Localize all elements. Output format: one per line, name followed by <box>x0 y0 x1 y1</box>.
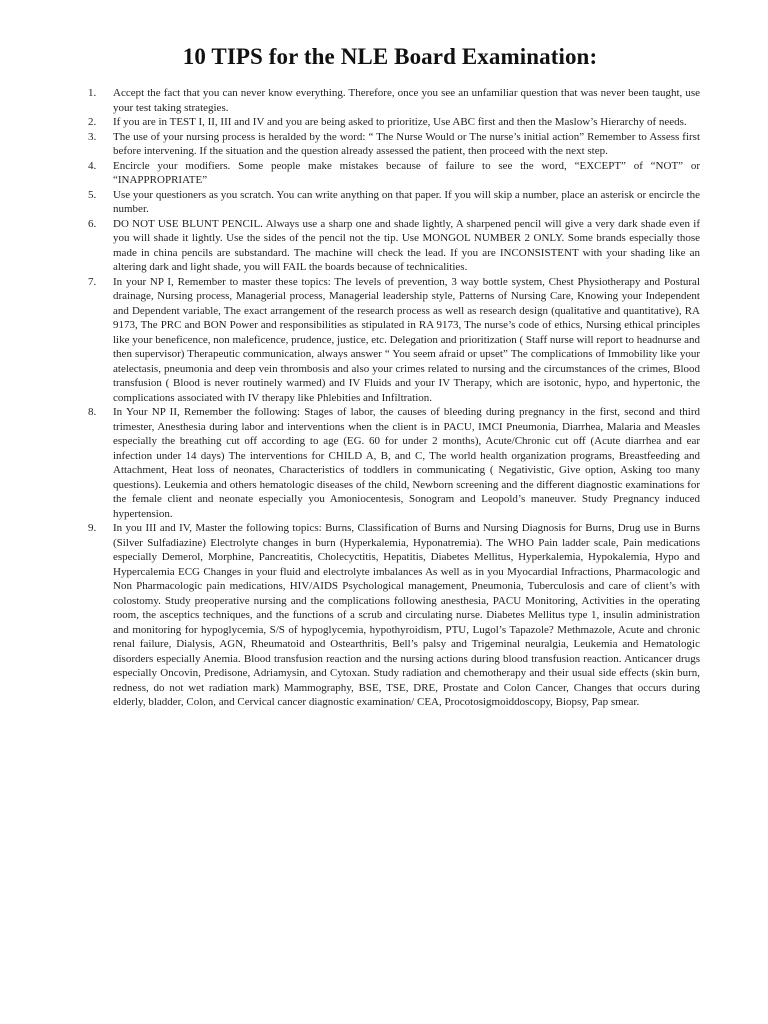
tip-number: 2. <box>88 116 97 128</box>
tip-item-8 <box>80 405 700 521</box>
tip-number: 3. <box>88 130 97 143</box>
tip-text: In you III and IV, Master the following topics: Burns, Classification of Burns and Nursing Diagnosis for Burns, Drug use in Burns (Silver Sulfadiazine) Electrolyte changes in burn (Hyperkalemia, Hyponatremia). The WHO Pain ladder scale, Pain medications especially Demerol, Morphine, Pancreatitis, Cholecyctitis, Hepatitis, Diabetes Mellitus, Hyperkalemia, Hypokalemia, Hypo and Hypercalemia ECG Changes in your fluid and electrolyte imbalances As well as in you Myocardial Infractions, Pharmacologic and Non Pharmacologic pain medications, HIV/AIDS Psychological management, Pneumonia, Tuberculosis and care of client’s with colostomy. Study preoperative nursing and the complications following anesthesia, PACU Monitoring, Activities in the operating room, the asceptics techniques, and the functions of a scrub and circulating nurse. Diabetes Mellitus type 1, insulin administration and monitoring for hypoglycemia, S/S of hypoglycemia, hypothyroidism, PTU, Lugol’s Tapazole? Methmazole, Acute and chronic renal failure, Dialysis, AGN, Rheumatoid and Ostearthritis, Bell’s palsy and Trigeminal neuralgia, Leukemia and Hematologic disorders especially Anemia. Blood transfusion reaction and the nursing actions during blood transfusion reaction. Anticancer drugs especially Oncovin, Predisone, Adriamysin, and Cytoxan. Study radiation and chemotherapy and their usual side effects (skin burn, redness, do not wet radiation mark) Mammography, BSE, TSE, DRE, Prostate and Colon Cancer, Changes that occurs during elderly, bladder, Colon, and Cervical cancer diagnostic examination/ CEA, Procotosigmoiddoscopy, Biopsy, Pap smear. <box>113 522 700 708</box>
tip-text: In Your NP II, Remember the following: Stages of labor, the causes of bleeding during pregnancy in the first, second and third trimester, Anesthesia during labor and interventions when the client is in PACU, IMCI Pneumonia, Diarrhea, Malaria and Measles especially the breathing cut off according to age (EG. 60 for under 2 months), Acute/Chronic cut off (Acute diarrhea and ear infection under 14 days) The interventions for CHILD A, B, and C, The world health organization programs, Breastfeeding and Attachment, Heat loss of neonates, Characteristics of toddlers in communicating ( Negativistic, Give option, Asking too many questions). Leukemia and others hematologic diseases of the child, Newborn screening and the different diagnostic examinations for the female client and neonate especially you Amoniocentesis, Sonogram and Leopold’s maneuver. Study Pregnancy induced hypertension. <box>113 406 700 520</box>
tip-item-6 <box>80 217 700 275</box>
tip-item-2 <box>80 115 700 130</box>
document-title: 10 TIPS for the NLE Board Examination: <box>182 44 598 69</box>
tip-item-5 <box>80 188 700 217</box>
tip-number: 7. <box>88 275 97 288</box>
tip-number: 8. <box>88 406 97 418</box>
tip-number: 5. <box>88 188 97 201</box>
tip-text: DO NOT USE BLUNT PENCIL. Always use a sharp one and shade lightly, A sharpened pencil will give a very dark shade even if you will shade it lightly. Use the sides of the pencil not the tip. Use MONGOL NUMBER 2 ONLY. Some brands especially those made in china pencils are substandard. The machine will check the lead. If you are INCONSISTENT with your shading like an altering dark and light shade, you will FAIL the boards because of technicalities. <box>113 217 700 273</box>
tip-text: Accept the fact that you can never know everything. Therefore, once you see an unfamiliar question that was never been taught, use your test taking strategies. <box>113 87 700 114</box>
tip-number: 9. <box>88 522 97 534</box>
tip-text: Use your questioners as you scratch. You can write anything on that paper. If you will skip a number, place an asterisk or encircle the number. <box>113 188 700 215</box>
tip-item-7 <box>80 275 700 406</box>
tips-list <box>80 86 700 710</box>
tip-text: In your NP I, Remember to master these topics: The levels of prevention, 3 way bottle system, Chest Physiotherapy and Postural drainage, Nursing process, Managerial process, Managerial leadership style, Patterns of Nursing Care, Knowing your Independent and Dependent variable, The exact arrangement of the research process as well as research design (qualitative and quantitative), RA 9173, The PRC and BON Power and responsibilities as stipulated in RA 9173, The nurse’s code of ethics, Nursing ethical principles like your beneficence, non maleficence, prudence, justice, etc. Delegation and prioritization ( Staff nurse will report to headnurse and then supervisor) Therapeutic communication, always answer “ You seem afraid or upset” The complications of Immobility like your atelectasis, pneumonia and deep vein thrombosis and also your crimes related to nursing and the circumstances of the crimes, Blood transfusion ( Blood is never routinely warmed) and IV Fluids and your IV Therapy, which are isotonic, hypo, and hypertonic, the complications associated with IV therapy like Phlebities and Infiltration. <box>113 275 700 404</box>
tip-item-4 <box>80 159 700 188</box>
tip-text: Encircle your modifiers. Some people make mistakes because of failure to see the word, “EXCEPT” of “NOT” or “INAPPROPRIATE” <box>113 159 700 186</box>
tip-number: 1. <box>88 87 97 99</box>
tip-text: The use of your nursing process is heralded by the word: “ The Nurse Would or The nurse’s initial action” Remember to Assess first before intervening. If the situation and the question already assessed the patient, then proceed with the next step. <box>113 130 700 157</box>
tip-number: 6. <box>88 217 97 230</box>
tip-text: If you are in TEST I, II, III and IV and you are being asked to prioritize, Use ABC first and then the Maslow’s Hierarchy of needs. <box>113 116 687 128</box>
tip-item-9 <box>80 521 700 710</box>
tip-number: 4. <box>88 159 97 172</box>
tip-item-1 <box>80 86 700 115</box>
tip-item-3 <box>80 130 700 159</box>
